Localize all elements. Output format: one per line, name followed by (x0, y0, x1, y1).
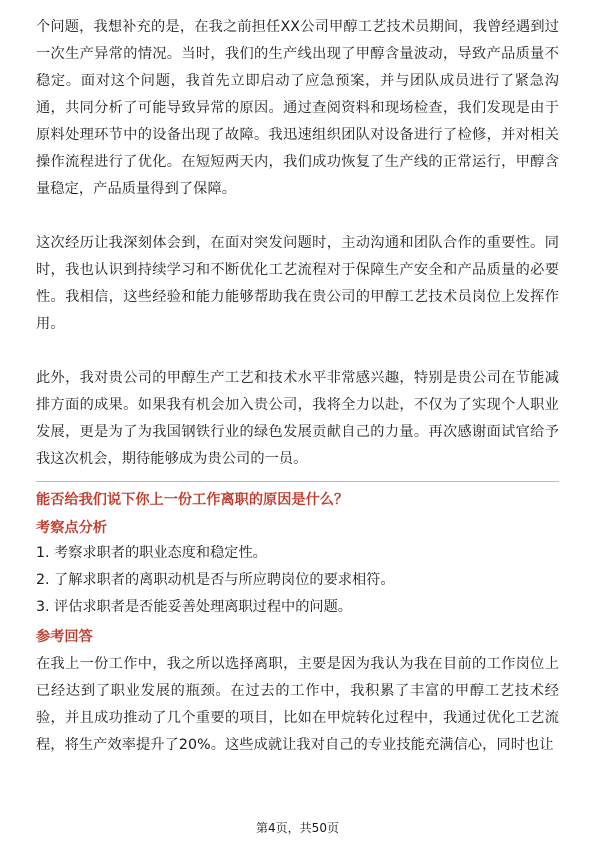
intro-paragraph-2: 这次经历让我深刻体会到，在面对突发问题时，主动沟通和团队合作的重要性。同时，我也认识到持续学习和不断优化工艺流程对于保障生产安全和产品质量的必要性。我相信，这些经验和能力能够帮助我在贵公司的甲醇工艺技术员岗位上发挥作用。 (36, 235, 559, 332)
analysis-item-2: 2. 了解求职者的离职动机是否与所应聘岗位的要求相符。 (36, 572, 395, 588)
reference-title: 参考回答 (36, 629, 93, 645)
page-footer: 第4页，共50页 (256, 821, 339, 835)
interview-question: 能否给我们说下你上一份工作离职的原因是什么？ (36, 492, 349, 508)
analysis-item-3: 3. 评估求职者是否能妥善处理离职过程中的问题。 (36, 599, 352, 615)
intro-paragraph-3: 此外，我对贵公司的甲醇生产工艺和技术水平非常感兴趣，特别是贵公司在节能减排方面的成果。如果我有机会加入贵公司，我将全力以赴，不仅为了实现个人职业发展，更是为了为我国钢铁行业的绿色发展贡献自己的力量。再次感谢面试官给予我这次机会，期待能够成为贵公司的一员。 (36, 370, 559, 467)
reference-answer: 在我上一份工作中，我之所以选择离职，主要是因为我认为我在目前的工作岗位上已经达到了职业发展的瓶颈。在过去的工作中，我积累了丰富的甲醇工艺技术经验，并且成功推动了几个重要的项目，比如在甲烷转化过程中，我通过优化工艺流程，将生产效率提升了20%。这些成就让我对自己的专业技能充满信心，同时也让 (36, 656, 559, 753)
document-page (36, 14, 559, 759)
section-divider (36, 481, 559, 482)
analysis-title: 考察点分析 (36, 520, 107, 536)
analysis-item-1: 1. 考察求职者的职业态度和稳定性。 (36, 545, 267, 561)
intro-paragraph-1: 个问题，我想补充的是，在我之前担任XX公司甲醇工艺技术员期间，我曾经遇到过一次生产异常的情况。当时，我们的生产线出现了甲醇含量波动，导致产品质量不稳定。面对这个问题，我首先立即启动了应急预案，并与团队成员进行了紧急沟通，共同分析了可能导致异常的原因。通过查阅资料和现场检查，我们发现是由于原料处理环节中的设备出现了故障。我迅速组织团队对设备进行了检修，并对相关操作流程进行了优化。在短短两天内，我们成功恢复了生产线的正常运行，甲醇含量稳定，产品质量得到了保障。 (36, 19, 559, 197)
